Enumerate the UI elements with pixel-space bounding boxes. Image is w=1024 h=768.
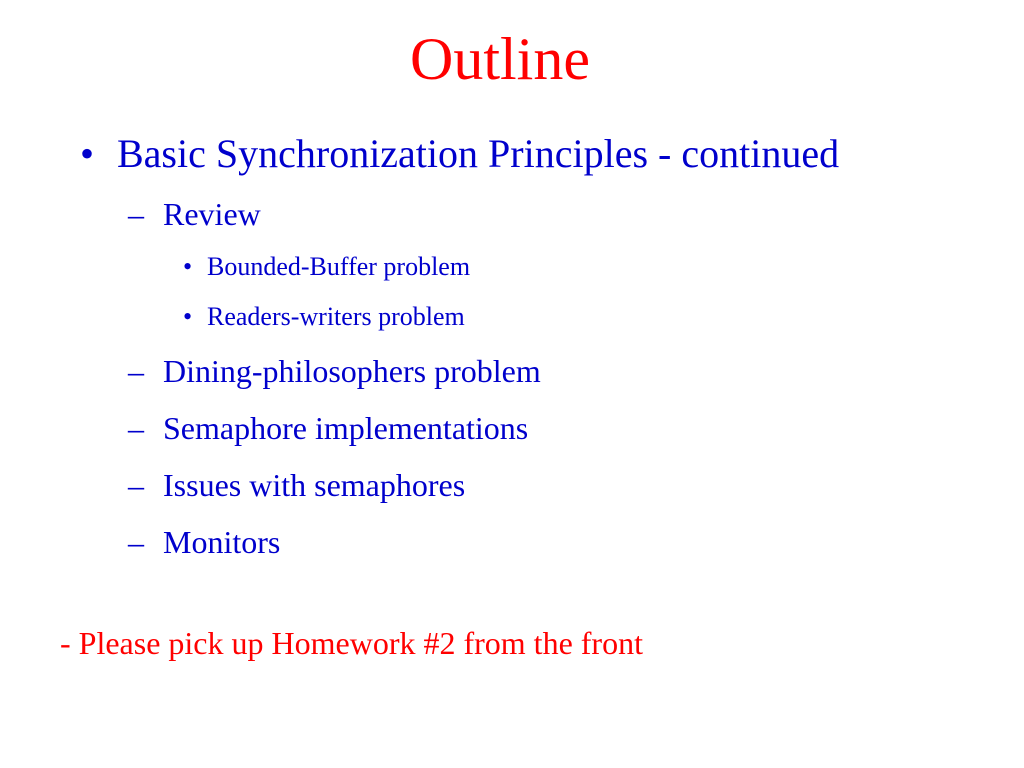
subitem-text: Dining-philosophers problem <box>163 353 541 389</box>
subitem-text: Semaphore implementations <box>163 410 529 446</box>
bullet-icon: • <box>183 302 193 331</box>
bullet-icon: • <box>80 131 95 176</box>
subsubitem-text: Bounded-Buffer problem <box>207 252 471 281</box>
dash-icon: – <box>128 410 144 446</box>
homework-note: - Please pick up Homework #2 from the front <box>60 625 643 661</box>
subsubitem-text: Readers-writers problem <box>207 302 465 331</box>
subitem-text: Monitors <box>163 524 281 560</box>
slide-title: Outline <box>410 26 590 92</box>
bullet-icon: • <box>183 252 193 281</box>
bullet-text: Basic Synchronization Principles - continued <box>117 131 840 176</box>
dash-icon: – <box>128 467 144 503</box>
subitem-text: Review <box>163 196 261 232</box>
subitem-text: Issues with semaphores <box>163 467 466 503</box>
dash-icon: – <box>128 196 144 232</box>
dash-icon: – <box>128 524 144 560</box>
dash-icon: – <box>128 353 144 389</box>
